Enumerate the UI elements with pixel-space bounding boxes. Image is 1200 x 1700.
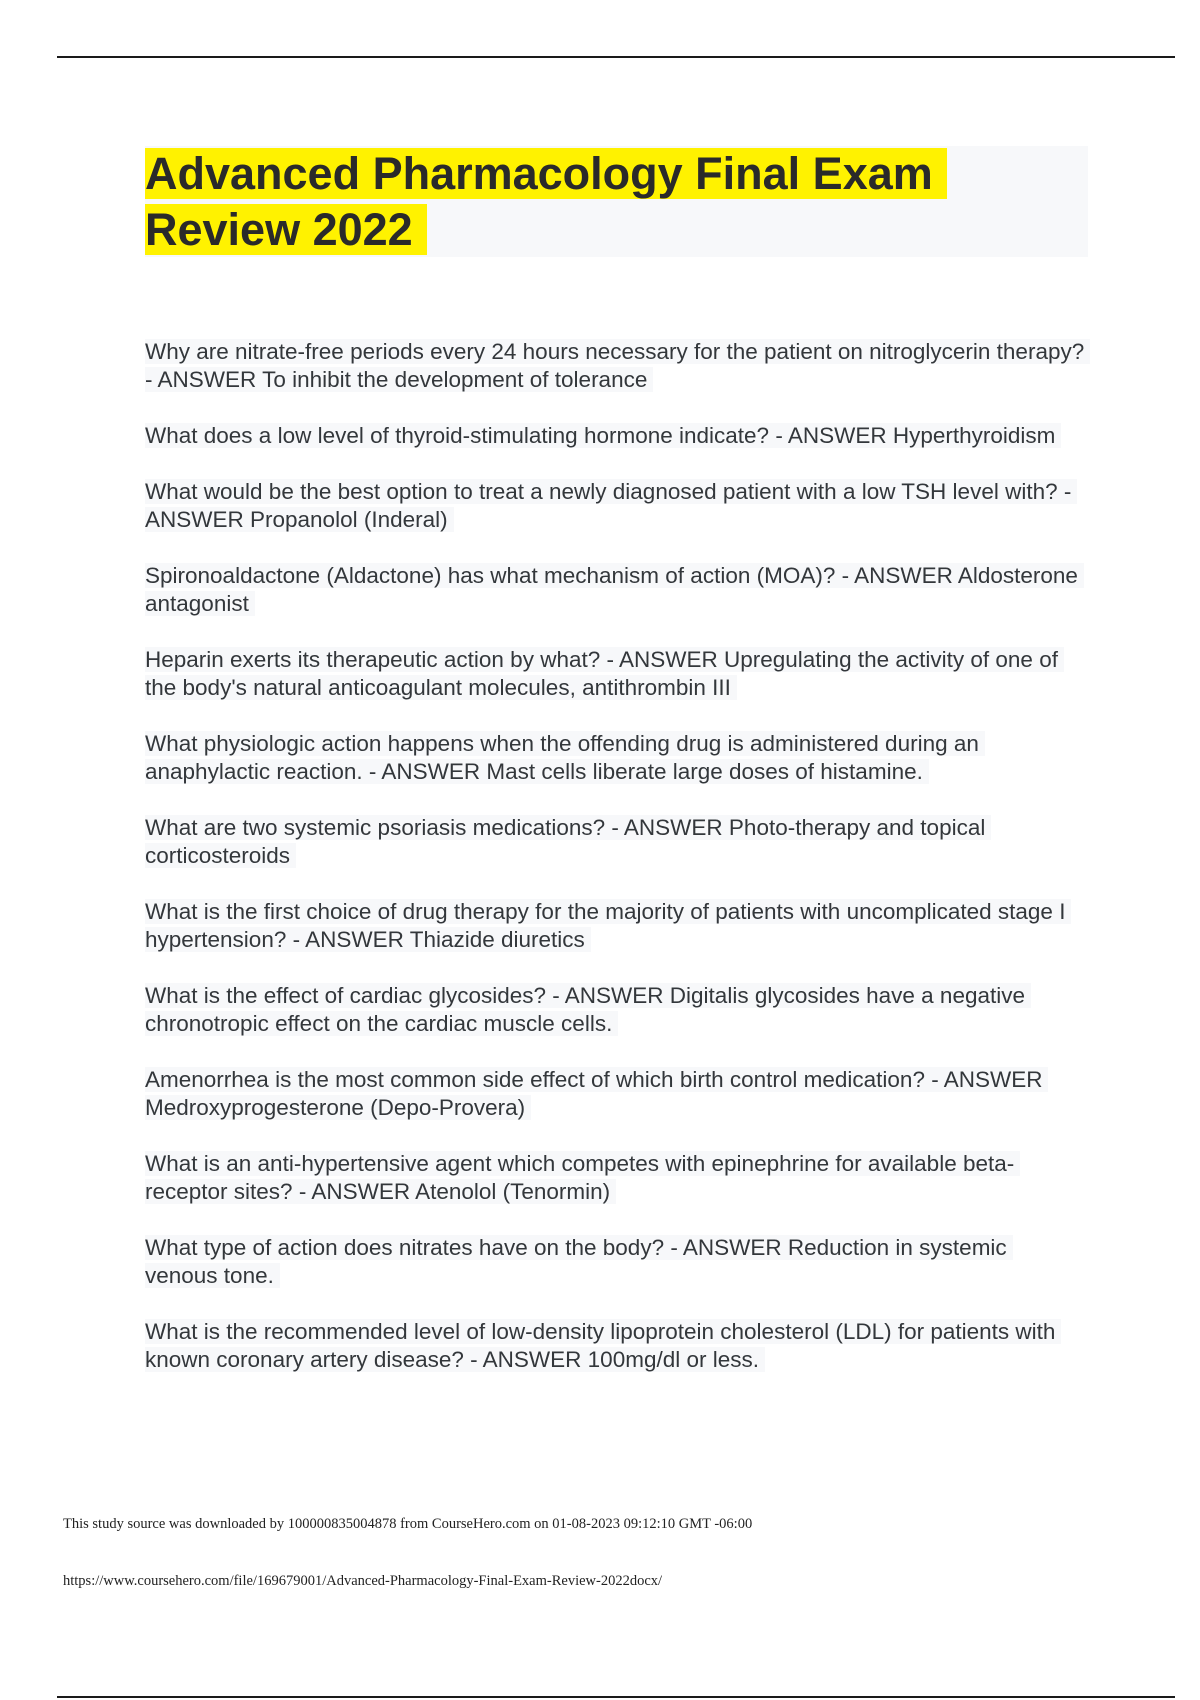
list-item [145,1318,1085,1374]
page-title [145,146,1088,258]
list-item [145,982,1085,1038]
qa-text: Spironoaldactone (Aldactone) has what mechanism of action (MOA)? - ANSWER Aldosterone antagonist [145,563,1084,616]
list-item [145,898,1085,954]
list-item [145,478,1085,534]
list-item [145,646,1085,702]
qa-text: What is the effect of cardiac glycosides? - ANSWER Digitalis glycosides have a negative chronotropic effect on the cardiac muscle cells. [145,983,1031,1036]
list-item [145,814,1085,870]
list-item [145,1234,1085,1290]
top-rule [57,56,1175,58]
qa-list [145,338,1085,1402]
footer-source-note: This study source was downloaded by 100000835004878 from CourseHero.com on 01-08-2023 09:12:10 GMT -06:00 [63,1516,753,1532]
list-item [145,338,1085,394]
bottom-rule [57,1696,1175,1698]
qa-text: What is an anti-hypertensive agent which competes with epinephrine for available beta-receptor sites? - ANSWER Atenolol (Tenormin) [145,1151,1020,1204]
qa-text: What would be the best option to treat a newly diagnosed patient with a low TSH level with? - ANSWER Propanolol (Inderal) [145,479,1077,532]
title-block [145,146,1088,257]
qa-text: Why are nitrate-free periods every 24 hours necessary for the patient on nitroglycerin therapy? - ANSWER To inhibit the development of tolerance [145,339,1090,392]
page-title-text: Advanced Pharmacology Final Exam Review 2022 [145,148,947,255]
qa-text: What physiologic action happens when the offending drug is administered during an anaphylactic reaction. - ANSWER Mast cells liberate large doses of histamine. [145,731,985,784]
qa-text: What are two systemic psoriasis medications? - ANSWER Photo-therapy and topical corticosteroids [145,815,991,868]
list-item [145,1150,1085,1206]
qa-text: What is the recommended level of low-density lipoprotein cholesterol (LDL) for patients with known coronary artery disease? - ANSWER 100mg/dl or less. [145,1319,1061,1372]
qa-text: Heparin exerts its therapeutic action by what? - ANSWER Upregulating the activity of one of the body's natural anticoagulant molecules, antithrombin III [145,647,1064,700]
qa-text: What is the first choice of drug therapy for the majority of patients with uncomplicated stage I hypertension? - ANSWER Thiazide diuretics [145,899,1071,952]
list-item [145,730,1085,786]
list-item [145,562,1085,618]
qa-text: What type of action does nitrates have on the body? - ANSWER Reduction in systemic venous tone. [145,1235,1013,1288]
qa-text: What does a low level of thyroid-stimulating hormone indicate? - ANSWER Hyperthyroidism [145,423,1061,448]
qa-text: Amenorrhea is the most common side effect of which birth control medication? - ANSWER Medroxyprogesterone (Depo-Provera) [145,1067,1048,1120]
list-item [145,422,1085,450]
list-item [145,1066,1085,1122]
footer-url[interactable]: https://www.coursehero.com/file/169679001/Advanced-Pharmacology-Final-Exam-Review-2022docx/ [63,1573,663,1589]
